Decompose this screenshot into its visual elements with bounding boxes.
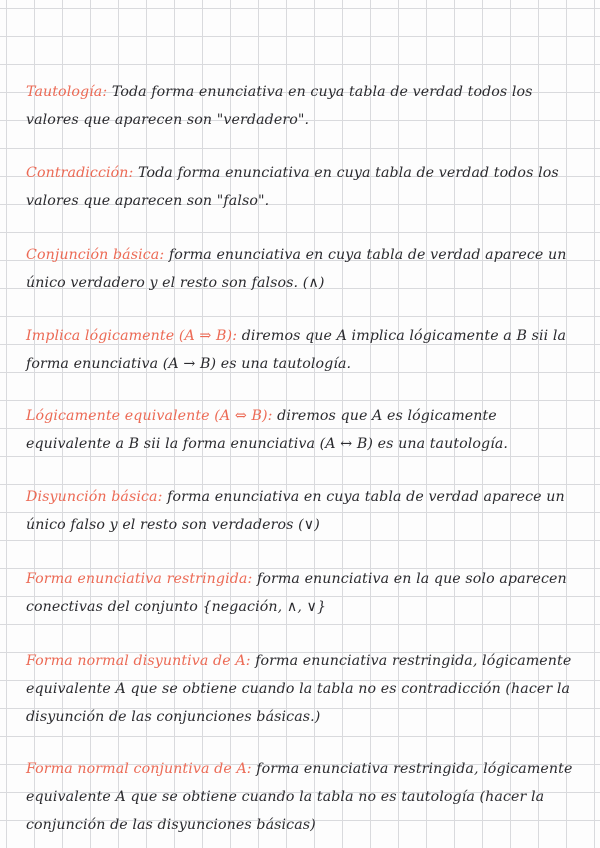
term-forma-normal-disyuntiva: Forma normal disyuntiva de A [26,653,246,669]
definition-text-forma-normal-disyuntiva: forma enunciativa restringida, lógicamente equivalente A que se obtiene cuando la tabla no es contradicción (hacer la disyunción de las conjunciones básicas.) [26,653,572,725]
definition-text-forma-enunciativa-restringida: forma enunciativa en la que solo aparecen conectivas del conjunto {negación, ∧, ∨} [26,571,567,615]
term-implica-logicamente: Implica lógicamente (A ⇒ B) [26,328,233,344]
definition-text-implica-logicamente: diremos que A implica lógicamente a B sii la forma enunciativa (A → B) es una tautología. [26,328,567,372]
definition-text-contradiccion: Toda forma enunciativa en cuya tabla de verdad todos los valores que aparecen son "falso". [26,165,559,209]
definition-text-forma-normal-conjuntiva: forma enunciativa restringida, lógicamente equivalente A que se obtiene cuando la tabla no es tautología (hacer la conjunción de las disyunciones básicas) [26,761,573,833]
definition-forma-enunciativa-restringida: Forma enunciativa restringida: forma enunciativa en la que solo aparecen conectivas del conjunto {negación, ∧, ∨} [26,571,567,615]
definition-conjuncion-basica: Conjunción básica: forma enunciativa en cuya tabla de verdad aparece un único verdadero y el resto son falsos. (∧) [26,247,567,291]
term-forma-enunciativa-restringida: Forma enunciativa restringida [26,571,248,587]
definition-contradiccion: Contradicción: Toda forma enunciativa en cuya tabla de verdad todos los valores que aparecen son "falso". [26,165,559,209]
definition-forma-normal-conjuntiva: Forma normal conjuntiva de A: forma enunciativa restringida, lógicamente equivalente A que se obtiene cuando la tabla no es tautología (hacer la conjunción de las disyunciones básicas) [26,761,573,833]
definition-forma-normal-disyuntiva: Forma normal disyuntiva de A: forma enunciativa restringida, lógicamente equivalente A que se obtiene cuando la tabla no es contradicción (hacer la disyunción de las conjunciones básicas.) [26,653,572,725]
term-tautologia: Tautología [26,84,103,100]
term-logicamente-equivalente: Lógicamente equivalente (A ⇔ B) [26,408,268,424]
definition-text-conjuncion-basica: forma enunciativa en cuya tabla de verdad aparece un único verdadero y el resto son falsos. (∧) [26,247,567,291]
term-conjuncion-basica: Conjunción básica [26,247,160,263]
term-contradiccion: Contradicción [26,165,129,181]
definition-implica-logicamente: Implica lógicamente (A ⇒ B): diremos que A implica lógicamente a B sii la forma enunciativa (A → B) es una tautología. [26,328,567,372]
term-disyuncion-basica: Disyunción básica [26,489,158,505]
definition-text-logicamente-equivalente: diremos que A es lógicamente equivalente a B sii la forma enunciativa (A ↔ B) es una tautología. [26,408,509,452]
definition-text-disyuncion-basica: forma enunciativa en cuya tabla de verdad aparece un único falso y el resto son verdaderos (∨) [26,489,565,533]
definition-disyuncion-basica: Disyunción básica: forma enunciativa en cuya tabla de verdad aparece un único falso y el resto son verdaderos (∨) [26,489,565,533]
definition-text-tautologia: Toda forma enunciativa en cuya tabla de verdad todos los valores que aparecen son "verdadero". [26,84,533,128]
definition-tautologia: Tautología: Toda forma enunciativa en cuya tabla de verdad todos los valores que aparecen son "verdadero". [26,84,533,128]
term-forma-normal-conjuntiva: Forma normal conjuntiva de A [26,761,247,777]
definition-logicamente-equivalente: Lógicamente equivalente (A ⇔ B): diremos que A es lógicamente equivalente a B sii la forma enunciativa (A ↔ B) es una tautología. [26,408,509,452]
